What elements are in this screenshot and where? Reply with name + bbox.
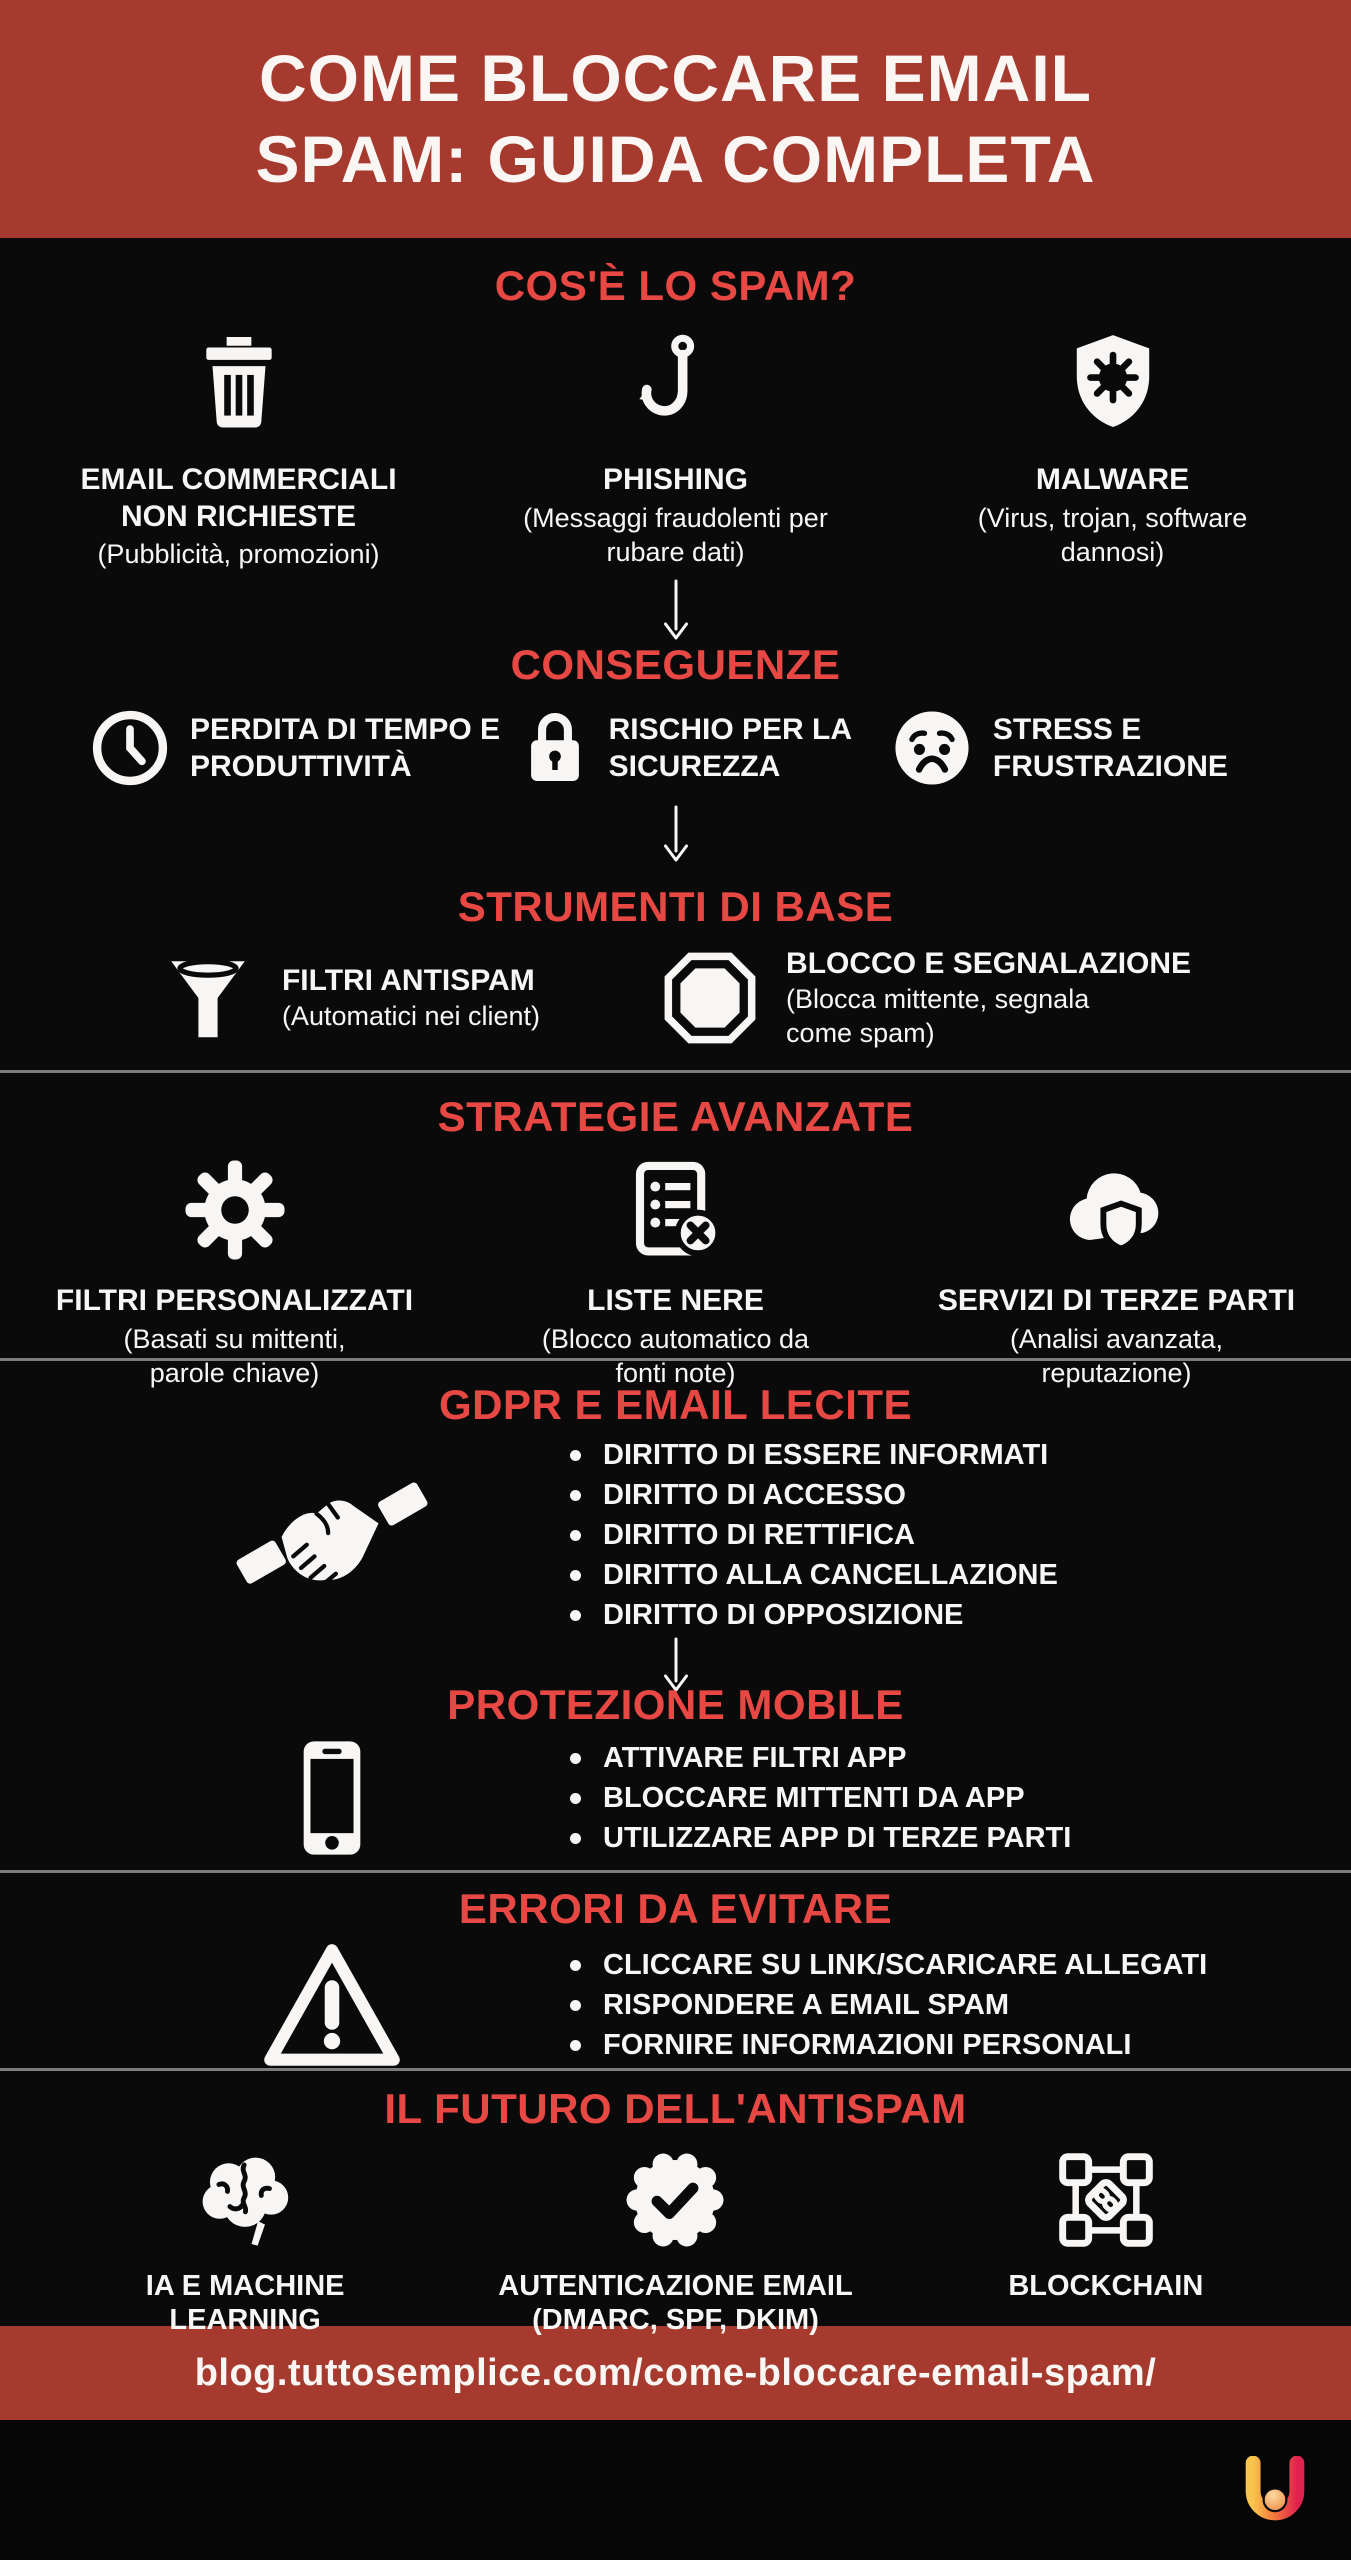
consequence-label: RISCHIO PER LA SICUREZZA (608, 712, 851, 783)
bullet-dot (570, 2040, 581, 2051)
bullet-text: UTILIZZARE APP DI TERZE PARTI (603, 1821, 1072, 1854)
strategy-sub: (Analisi avanzata, reputazione) (1009, 1323, 1224, 1388)
section-strumenti-di-base (0, 868, 1351, 1073)
consequence-stress (889, 705, 1263, 791)
list-item (570, 1985, 1207, 2025)
future-label-sub: (DMARC, SPF, DKIM) (532, 2304, 819, 2337)
blockchain-icon (1054, 2141, 1158, 2259)
future-label: AUTENTICAZIONE EMAIL (498, 2270, 853, 2302)
footer-band (0, 2326, 1351, 2420)
badge-check-icon (622, 2141, 728, 2259)
list-item (570, 1595, 1058, 1635)
bullet-text: DIRITTO ALLA CANCELLAZIONE (603, 1558, 1058, 1591)
section-title: ERRORI DA EVITARE (458, 1885, 893, 1932)
tool-sub: (Automatici nei client) (281, 1001, 541, 1032)
section-errori-da-evitare (0, 1873, 1351, 2071)
spam-type-title: PHISHING (602, 463, 749, 496)
bottom-strip (0, 2420, 1351, 2560)
list-item (570, 1945, 1207, 1985)
trash-icon (186, 322, 292, 442)
strategy-title: LISTE NERE (587, 1284, 764, 1317)
mobile-content (0, 1737, 1351, 1859)
brain-icon (192, 2141, 298, 2259)
arrow-down-icon (0, 805, 1351, 863)
strategy-custom-filters (14, 1149, 455, 1390)
future-label: BLOCKCHAIN (1008, 2270, 1204, 2302)
bullet-text: FORNIRE INFORMAZIONI PERSONALI (603, 2028, 1132, 2061)
section-conseguenze (0, 633, 1351, 868)
future-label: IA E MACHINE LEARNING (145, 2270, 345, 2337)
gdpr-content (0, 1435, 1351, 1635)
spam-type-sub: (Messaggi fraudolenti per rubare dati) (523, 502, 828, 567)
header-band (0, 0, 1351, 238)
consequence-label: PERDITA DI TEMPO E PRODUTTIVITÀ (190, 712, 501, 783)
list-item (570, 1818, 1071, 1858)
bullet-dot (570, 2000, 581, 2011)
tool-block-report (660, 946, 1191, 1051)
bullet-dot (570, 1960, 581, 1971)
blacklist-icon (622, 1149, 730, 1271)
consequence-label: STRESS E FRUSTRAZIONE (992, 712, 1228, 783)
cloud-shield-icon (1058, 1149, 1176, 1271)
bullet-text: RISPONDERE A EMAIL SPAM (603, 1988, 1010, 2021)
spam-type-malware (894, 322, 1331, 571)
future-authentication (460, 2141, 890, 2337)
strategy-blacklists (455, 1149, 896, 1390)
tool-filters (160, 945, 540, 1051)
tool-title: BLOCCO E SEGNALAZIONE (786, 946, 1192, 980)
strategy-sub: (Blocco automatico da fonti note) (541, 1323, 810, 1388)
footer-url: blog.tuttosemplice.com/come-bloccare-email-spam/ (194, 2351, 1157, 2394)
list-item (570, 1778, 1071, 1818)
arrow-down-icon (0, 579, 1351, 641)
consequence-time (88, 706, 519, 790)
bullet-text: DIRITTO DI RETTIFICA (603, 1518, 916, 1551)
worried-face-icon (889, 705, 975, 791)
bullet-dot (570, 1530, 581, 1541)
future-ai (30, 2141, 460, 2337)
smartphone-icon (112, 1737, 552, 1859)
bullet-text: ATTIVARE FILTRI APP (603, 1741, 907, 1774)
list-item (570, 2025, 1207, 2065)
strategy-third-party (896, 1149, 1337, 1390)
strategies-row (0, 1149, 1351, 1390)
section-title: STRUMENTI DI BASE (457, 883, 894, 930)
tool-title: FILTRI ANTISPAM (281, 963, 535, 997)
clock-icon (88, 706, 172, 790)
list-item (570, 1555, 1058, 1595)
spam-type-title: MALWARE (1035, 463, 1190, 496)
spam-type-sub: (Pubblicità, promozioni) (97, 539, 380, 570)
section-title: STRATEGIE AVANZATE (437, 1093, 914, 1140)
bullet-dot (570, 1450, 581, 1461)
lock-icon (519, 706, 591, 790)
hook-icon (626, 322, 726, 442)
bullet-text: BLOCCARE MITTENTI DA APP (603, 1781, 1025, 1814)
tuttosemplice-logo-icon (1243, 2456, 1307, 2526)
bullet-text: DIRITTO DI ESSERE INFORMATI (603, 1438, 1049, 1471)
section-gdpr (0, 1361, 1351, 1673)
section-protezione-mobile (0, 1673, 1351, 1873)
errors-list (570, 1945, 1207, 2065)
section-title: GDPR E EMAIL LECITE (438, 1381, 913, 1428)
list-item (570, 1738, 1071, 1778)
tool-sub: (Blocca mittente, segnala come spam) (786, 984, 1090, 1049)
strategy-title: SERVIZI DI TERZE PARTI (937, 1284, 1296, 1317)
bullet-text: DIRITTO DI ACCESSO (603, 1478, 906, 1511)
mobile-tips-list (570, 1738, 1071, 1858)
bullet-dot (570, 1610, 581, 1621)
bullet-dot (570, 1833, 581, 1844)
consequences-row (0, 705, 1351, 791)
section-title: PROTEZIONE MOBILE (447, 1681, 904, 1728)
funnel-icon (160, 945, 256, 1051)
section-title: IL FUTURO DELL'ANTISPAM (384, 2085, 967, 2132)
spam-type-sub: (Virus, trojan, software dannosi) (977, 502, 1248, 567)
bullet-dot (570, 1793, 581, 1804)
list-item (570, 1515, 1058, 1555)
future-row (0, 2141, 1351, 2337)
gdpr-rights-list (570, 1435, 1058, 1635)
bullet-dot (570, 1490, 581, 1501)
octagon-icon (660, 948, 760, 1048)
section-cosa-e-lo-spam (0, 238, 1351, 633)
gear-icon (180, 1149, 290, 1271)
section-title: CONSEGUENZE (510, 641, 841, 688)
section-futuro-antispam (0, 2071, 1351, 2337)
handshake-icon (112, 1471, 552, 1599)
warning-triangle-icon (112, 1941, 552, 2069)
errors-content (0, 1941, 1351, 2069)
page-title (255, 38, 1095, 199)
bullet-dot (570, 1753, 581, 1764)
bullet-dot (570, 1570, 581, 1581)
list-item (570, 1435, 1058, 1475)
section-title: COS'È LO SPAM? (494, 262, 857, 309)
list-item (570, 1475, 1058, 1515)
spam-type-commercial (20, 322, 457, 571)
consequence-security (519, 706, 889, 790)
spam-type-title: EMAIL COMMERCIALI NON RICHIESTE (80, 463, 397, 533)
tools-row (0, 945, 1351, 1051)
page-title-line1: COME BLOCCARE EMAIL (259, 41, 1092, 116)
spam-types-row (0, 322, 1351, 571)
spam-type-phishing (457, 322, 894, 571)
future-blockchain (891, 2141, 1321, 2337)
bullet-text: CLICCARE SU LINK/SCARICARE ALLEGATI (603, 1948, 1208, 1981)
bullet-text: DIRITTO DI OPPOSIZIONE (603, 1598, 964, 1631)
shield-virus-icon (1060, 322, 1166, 442)
strategy-title: FILTRI PERSONALIZZATI (55, 1284, 414, 1317)
strategy-sub: (Basati su mittenti, parole chiave) (123, 1323, 346, 1388)
section-strategie-avanzate (0, 1073, 1351, 1388)
page-title-line2: SPAM: GUIDA COMPLETA (255, 122, 1096, 196)
